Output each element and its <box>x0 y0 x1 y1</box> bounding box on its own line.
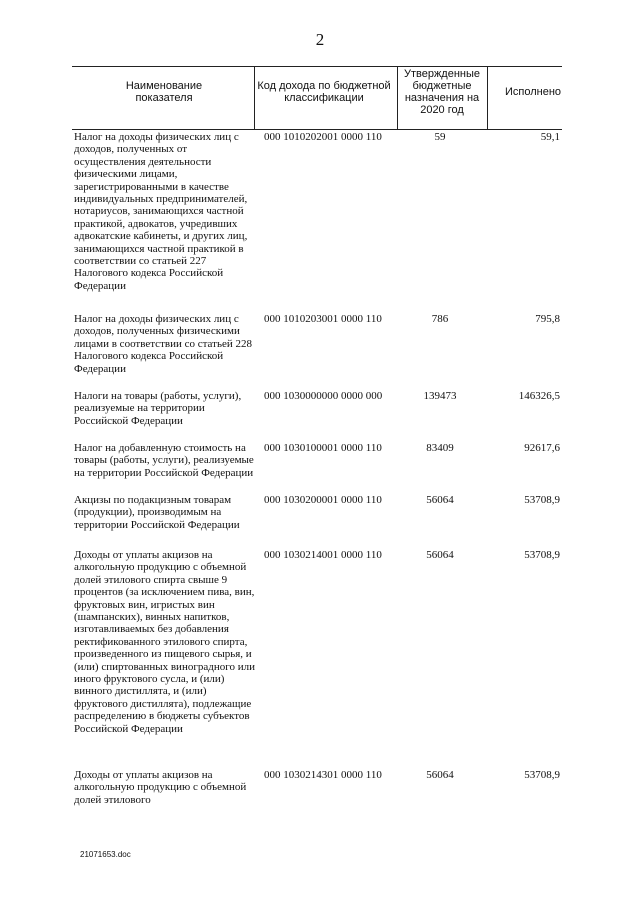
column-header-name: Наименование показателя <box>125 80 203 104</box>
column-header-approved: Утвержденные бюджетные назначения на 2020 год <box>403 68 481 116</box>
row-done: 53708,9 <box>524 549 560 561</box>
row-approved: 139473 <box>423 390 457 402</box>
row-done: 53708,9 <box>524 769 560 781</box>
row-done: 92617,6 <box>524 442 560 454</box>
row-done: 146326,5 <box>518 390 560 402</box>
row-approved: 786 <box>431 313 449 325</box>
row-name: Налоги на товары (работы, услуги), реализуемые на территории Российской Федерации <box>74 390 242 427</box>
row-approved: 56064 <box>426 769 454 781</box>
row-done: 59,1 <box>540 131 560 143</box>
header-bottom-rule <box>72 129 562 130</box>
row-code: 000 1030214001 0000 110 <box>264 549 382 561</box>
row-code: 000 1010202001 0000 110 <box>264 131 382 143</box>
column-header-code: Код дохода по бюджетной классификации <box>257 80 391 104</box>
row-code: 000 1030200001 0000 110 <box>264 494 382 506</box>
row-code: 000 1030214301 0000 110 <box>264 769 382 781</box>
row-approved: 56064 <box>426 494 454 506</box>
row-done: 795,8 <box>535 313 560 325</box>
header-top-rule <box>72 66 562 67</box>
row-name: Доходы от уплаты акцизов на алкогольную продукцию с объемной долей этилового спирта свыше 9 процентов (за исключением пива, вин, фруктовых вин, игристых вин (шампанских), винных напитков, изготавливаемых без добавления ректификованного этилового спирта, произведенного из пищевого сырья, и (или) спиртованных виноградного или иного фруктового сусла, и (или) винного дистиллята, и (или) фруктового дистиллята), подлежащие распределению в бюджеты субъектов Российской Федерации <box>74 549 255 735</box>
row-name: Налог на доходы физических лиц с доходов, полученных физическими лицами в соответствии со статьей 228 Налогового кодекса Российской Федерации <box>74 313 252 375</box>
row-name: Акцизы по подакцизным товарам (продукции), производимым на территории Российской Федерации <box>74 494 240 531</box>
row-approved: 56064 <box>426 549 454 561</box>
row-name: Доходы от уплаты акцизов на алкогольную продукцию с объемной долей этилового <box>74 769 247 806</box>
row-approved: 83409 <box>426 442 454 454</box>
row-name: Налог на добавленную стоимость на товары (работы, услуги), реализуемые на территории Российской Федерации <box>74 442 254 479</box>
row-approved: 59 <box>434 131 446 143</box>
row-code: 000 1030100001 0000 110 <box>264 442 382 454</box>
row-code: 000 1030000000 0000 000 <box>264 390 383 402</box>
column-header-done: Исполнено <box>504 86 562 98</box>
row-code: 000 1010203001 0000 110 <box>264 313 382 325</box>
document-reference: 21071653.doc <box>80 850 131 859</box>
row-name: Налог на доходы физических лиц с доходов, полученных от осуществления деятельности физическими лицами, зарегистрированными в качестве индивидуальных предпринимателей, нотариусов, занимающихся частной практикой, адвокатов, учредивших адвокатские кабинеты, и других лиц, занимающихся частной практикой в соответствии со статьей 227 Налогового кодекса Российской Федерации <box>74 131 248 292</box>
page-number: 2 <box>315 30 325 49</box>
header-divider-3 <box>487 66 488 129</box>
row-done: 53708,9 <box>524 494 560 506</box>
